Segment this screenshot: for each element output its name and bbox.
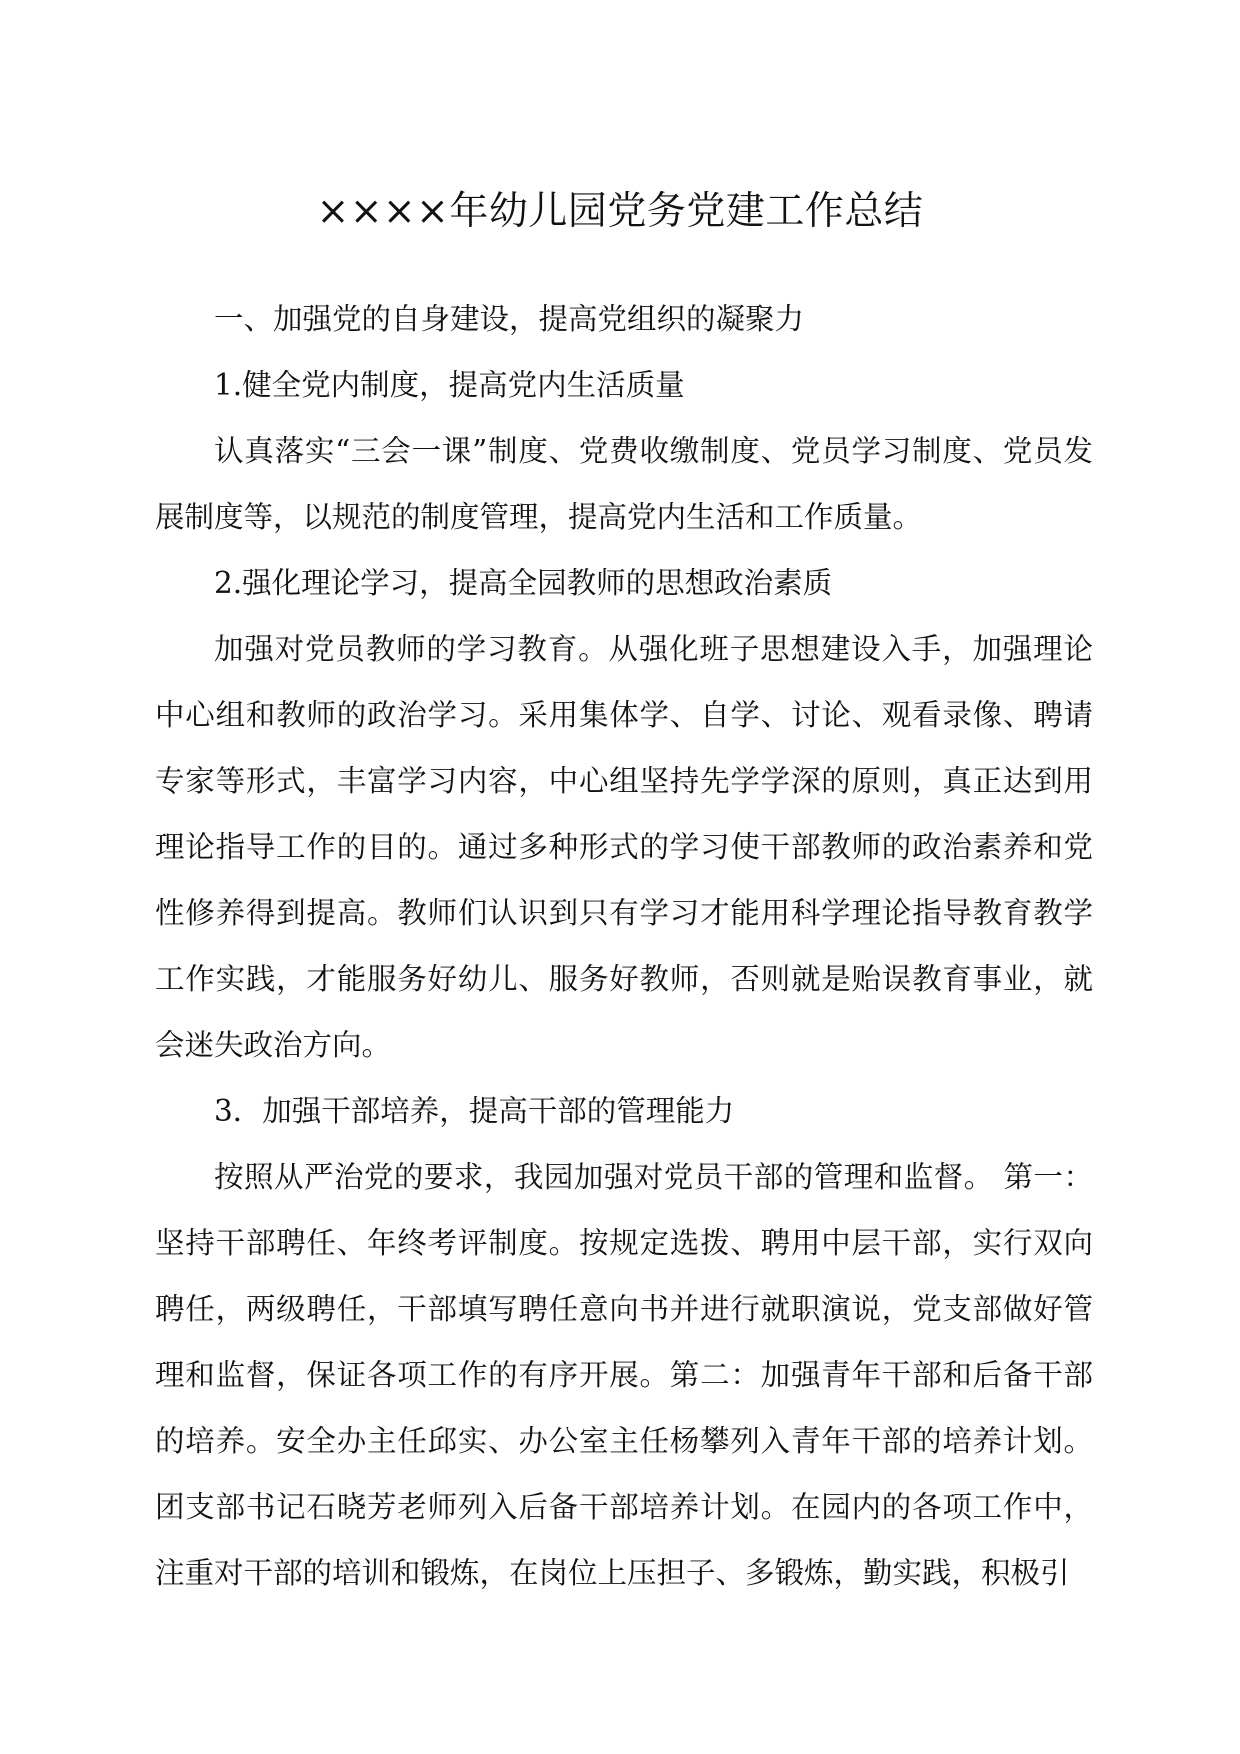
subheading-3: 3．加强干部培养，提高干部的管理能力: [214, 1094, 735, 1128]
body-paragraph-3: 按照从严治党的要求，我园加强对党员干部的管理和监督。 第一：坚持干部聘任、年终考评制度。按规定选拨、聘用中层干部，实行双向聘任，两级聘任，干部填写聘任意向书并进行就职演说，党支部做好管理和监督，保证各项工作的有序开展。第二：加强青年干部和后备干部的培养。安全办主任邱实、办公室主任杨攀列入青年干部的培养计划。团支部书记石晓芳老师列入后备干部培养计划。在园内的各项工作中，注重对干部的培训和锻炼，在岗位上压担子、多锻炼，勤实践，积极引: [155, 1160, 1093, 1590]
body-paragraph-2: 加强对党员教师的学习教育。从强化班子思想建设入手，加强理论中心组和教师的政治学习。采用集体学、自学、讨论、观看录像、聘请专家等形式，丰富学习内容，中心组坚持先学学深的原则，真正达到用理论指导工作的目的。通过多种形式的学习使干部教师的政治素养和党性修养得到提高。教师们认识到只有学习才能用科学理论指导教育教学工作实践，才能服务好幼儿、服务好教师，否则就是贻误教育事业，就会迷失政治方向。: [155, 632, 1093, 1062]
body-paragraph-1: 认真落实“三会一课”制度、党费收缴制度、党员学习制度、党员发展制度等，以规范的制度管理，提高党内生活和工作质量。: [155, 434, 1093, 534]
subheading-1: 1.健全党内制度，提高党内生活质量: [214, 368, 685, 402]
section-heading-1: 一、加强党的自身建设，提高党组织的凝聚力: [214, 302, 805, 336]
document-body: [155, 286, 1093, 1606]
document-title: ××××年幼儿园党务党建工作总结: [316, 189, 924, 234]
subheading-2: 2.强化理论学习，提高全园教师的思想政治素质: [214, 566, 833, 600]
